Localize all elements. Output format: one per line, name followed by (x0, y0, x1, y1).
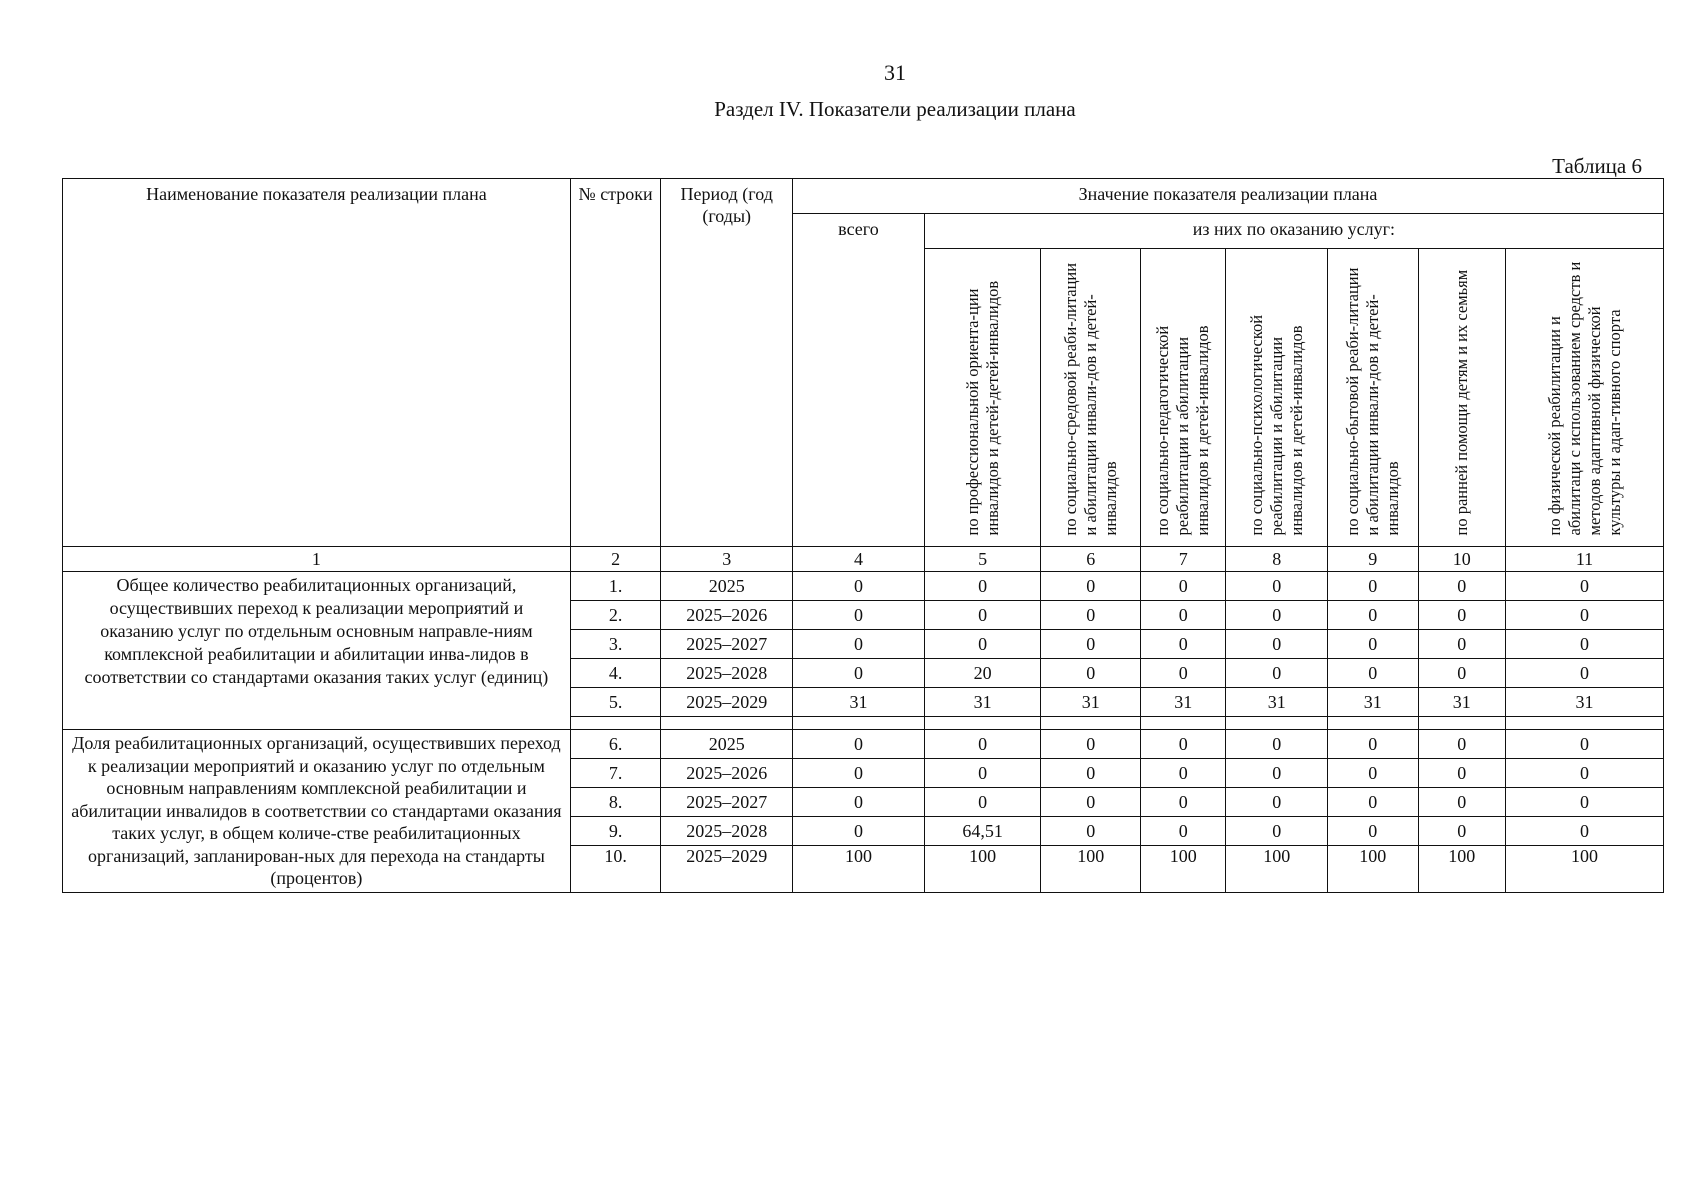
value-cell: 0 (1328, 630, 1419, 659)
header-service-label: по социально-бытовой реаби-литации и абилитации инвали-дов и детей-инвалидов (1342, 267, 1402, 535)
column-number: 9 (1328, 547, 1419, 572)
row-period: 2025–2028 (661, 817, 793, 846)
header-service-social-household (1328, 249, 1419, 547)
value-cell: 31 (1506, 688, 1664, 717)
header-service-label: по социально-средовой реаби-литации и абилитации инвали-дов и детей-инвалидов (1060, 262, 1120, 535)
value-cell: 0 (793, 817, 925, 846)
header-service-label: по социально-педагогической реабилитации и абилитации инвалидов и детей-инвалидов (1153, 324, 1213, 535)
row-period: 2025–2029 (661, 846, 793, 893)
value-cell: 0 (1328, 572, 1419, 601)
row-number: 10. (570, 846, 661, 893)
value-cell: 0 (1328, 730, 1419, 759)
value-cell: 31 (1141, 688, 1226, 717)
value-cell: 100 (1328, 846, 1419, 893)
row-number: 9. (570, 817, 661, 846)
row-period: 2025–2026 (661, 759, 793, 788)
column-number: 10 (1418, 547, 1505, 572)
value-cell: 0 (793, 630, 925, 659)
value-cell: 0 (793, 601, 925, 630)
value-cell: 0 (1141, 759, 1226, 788)
header-service-label: по профессиональной ориента-ции инвалидов и детей-детей-инвалидов (962, 280, 1002, 535)
value-cell: 0 (1226, 788, 1328, 817)
value-cell: 0 (1418, 788, 1505, 817)
value-cell: 0 (1041, 630, 1141, 659)
value-cell: 0 (924, 601, 1041, 630)
row-number: 3. (570, 630, 661, 659)
value-cell: 0 (1328, 817, 1419, 846)
value-cell: 0 (1418, 572, 1505, 601)
row-number: 1. (570, 572, 661, 601)
value-cell: 0 (1141, 817, 1226, 846)
value-cell: 0 (1226, 659, 1328, 688)
value-cell: 31 (793, 688, 925, 717)
header-service-vocational (924, 249, 1041, 547)
column-number: 7 (1141, 547, 1226, 572)
value-cell: 0 (1506, 788, 1664, 817)
indicators-table (62, 178, 1664, 893)
value-cell: 31 (1041, 688, 1141, 717)
header-of-which: из них по оказанию услуг: (924, 214, 1663, 249)
value-cell: 0 (1041, 759, 1141, 788)
row-period: 2025–2028 (661, 659, 793, 688)
value-cell: 0 (1418, 659, 1505, 688)
column-number: 1 (63, 547, 571, 572)
header-service-social-pedagogical (1141, 249, 1226, 547)
header-period: Период (год (годы) (661, 179, 793, 547)
value-cell: 64,51 (924, 817, 1041, 846)
value-cell: 0 (1141, 730, 1226, 759)
value-cell: 0 (1226, 601, 1328, 630)
value-cell: 0 (1041, 817, 1141, 846)
header-service-physical (1506, 249, 1664, 547)
column-number: 8 (1226, 547, 1328, 572)
value-cell: 20 (924, 659, 1041, 688)
table-label: Таблица 6 (1552, 154, 1642, 178)
value-cell: 0 (1418, 601, 1505, 630)
column-number: 2 (570, 547, 661, 572)
row-number: 2. (570, 601, 661, 630)
header-service-label: по ранней помощи детям и их семьям (1451, 269, 1471, 535)
table-row (63, 730, 1664, 759)
value-cell: 0 (1041, 730, 1141, 759)
row-period: 2025–2027 (661, 630, 793, 659)
value-cell: 100 (924, 846, 1041, 893)
value-cell: 0 (924, 759, 1041, 788)
value-cell: 100 (1418, 846, 1505, 893)
column-number: 6 (1041, 547, 1141, 572)
header-indicator-value: Значение показателя реализации плана (793, 179, 1664, 214)
value-cell: 0 (1328, 659, 1419, 688)
value-cell: 0 (793, 788, 925, 817)
indicator-name: Общее количество реабилитационных организаций, осуществивших переход к реализации мероприятий и оказанию услуг по отдельным основным направле-ниям комплексной реабилитации и абилитации инва-лидов в соответствии со стандартами оказания таких услуг (единиц) (63, 572, 571, 730)
value-cell: 0 (1141, 572, 1226, 601)
value-cell: 0 (1418, 730, 1505, 759)
value-cell: 0 (1506, 572, 1664, 601)
row-period: 2025 (661, 730, 793, 759)
value-cell: 31 (924, 688, 1041, 717)
value-cell: 0 (1328, 759, 1419, 788)
value-cell: 100 (1141, 846, 1226, 893)
value-cell: 31 (1418, 688, 1505, 717)
value-cell: 0 (793, 730, 925, 759)
value-cell: 0 (1041, 788, 1141, 817)
value-cell: 0 (1041, 601, 1141, 630)
value-cell: 0 (1418, 759, 1505, 788)
value-cell: 0 (1328, 788, 1419, 817)
value-cell: 100 (1041, 846, 1141, 893)
header-row-number: № строки (570, 179, 661, 547)
row-number: 6. (570, 730, 661, 759)
value-cell: 0 (924, 572, 1041, 601)
value-cell: 0 (1226, 759, 1328, 788)
value-cell: 0 (793, 759, 925, 788)
column-number: 3 (661, 547, 793, 572)
indicator-name: Доля реабилитационных организаций, осуществивших переход к реализации мероприятий и оказанию услуг по отдельным основным направлениям комплексной реабилитации и абилитации инвалидов в соответствии со стандартами оказания таких услуг, в общем количе-стве реабилитационных организаций, запланирован-ных для перехода на стандарты (процентов) (63, 730, 571, 893)
value-cell: 0 (1141, 630, 1226, 659)
value-cell: 0 (924, 730, 1041, 759)
table-row (63, 572, 1664, 601)
header-service-social-environmental (1041, 249, 1141, 547)
value-cell: 0 (1506, 817, 1664, 846)
value-cell: 0 (1226, 817, 1328, 846)
row-number: 8. (570, 788, 661, 817)
row-number: 5. (570, 688, 661, 717)
value-cell: 0 (1041, 572, 1141, 601)
value-cell: 0 (1141, 659, 1226, 688)
value-cell: 0 (1506, 730, 1664, 759)
header-indicator-name: Наименование показателя реализации плана (63, 179, 571, 547)
header-service-label: по физической реабилитации и абилитаци с использованием средств и методов адаптивной физической культуры и адап-тивного спорта (1544, 261, 1624, 535)
value-cell: 0 (1506, 630, 1664, 659)
header-service-label: по социально-психологической реабилитации и абилитации инвалидов и детей-инвалидов (1246, 314, 1306, 535)
row-period: 2025–2029 (661, 688, 793, 717)
header-total: всего (793, 214, 925, 547)
header-service-social-psychological (1226, 249, 1328, 547)
row-period: 2025–2026 (661, 601, 793, 630)
value-cell: 0 (793, 659, 925, 688)
value-cell: 31 (1328, 688, 1419, 717)
section-title: Раздел IV. Показатели реализации плана (714, 97, 1076, 121)
value-cell: 100 (1506, 846, 1664, 893)
column-number: 11 (1506, 547, 1664, 572)
row-number: 4. (570, 659, 661, 688)
column-number: 5 (924, 547, 1041, 572)
value-cell: 0 (1506, 759, 1664, 788)
value-cell: 0 (1418, 630, 1505, 659)
row-number: 7. (570, 759, 661, 788)
value-cell: 0 (1226, 572, 1328, 601)
value-cell: 0 (1141, 788, 1226, 817)
row-period: 2025–2027 (661, 788, 793, 817)
value-cell: 0 (1418, 817, 1505, 846)
row-period: 2025 (661, 572, 793, 601)
value-cell: 0 (793, 572, 925, 601)
value-cell: 0 (1506, 659, 1664, 688)
value-cell: 0 (1226, 630, 1328, 659)
header-service-early-help (1418, 249, 1505, 547)
value-cell: 0 (1041, 659, 1141, 688)
value-cell: 0 (1141, 601, 1226, 630)
value-cell: 31 (1226, 688, 1328, 717)
column-numbers-row (63, 547, 1664, 572)
page-number: 31 (884, 60, 906, 85)
value-cell: 0 (1226, 730, 1328, 759)
value-cell: 0 (924, 630, 1041, 659)
value-cell: 0 (1506, 601, 1664, 630)
column-number: 4 (793, 547, 925, 572)
value-cell: 0 (924, 788, 1041, 817)
value-cell: 100 (793, 846, 925, 893)
value-cell: 0 (1328, 601, 1419, 630)
value-cell: 100 (1226, 846, 1328, 893)
